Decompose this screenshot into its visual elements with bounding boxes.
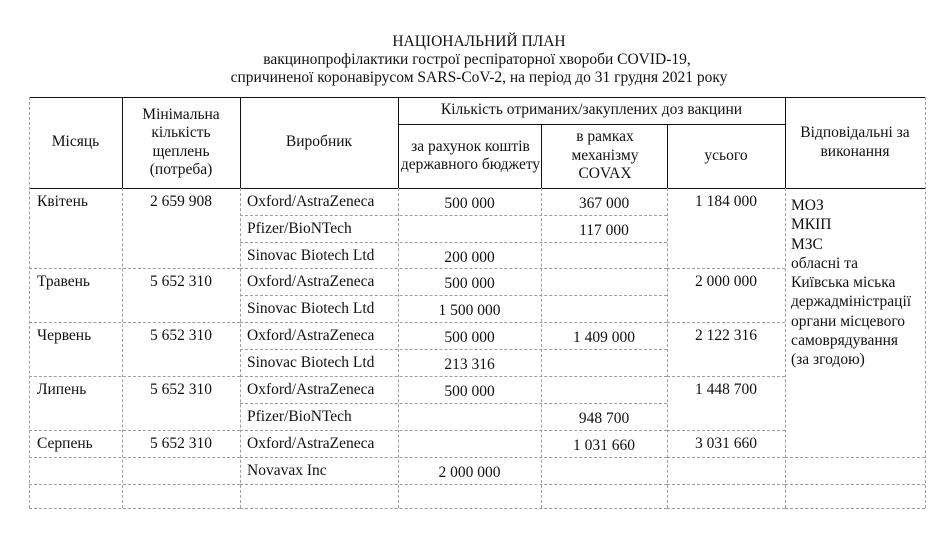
min-vaccination-count: 5 652 310 (150, 381, 212, 398)
table-border (29, 430, 240, 431)
table-border (785, 188, 786, 508)
table-border (29, 457, 240, 458)
table-border (785, 97, 786, 188)
table-border (29, 322, 240, 323)
header-month: Місяць (51, 133, 100, 151)
table-border (240, 322, 667, 323)
manufacturer: Sinovac Biotech Ltd (247, 354, 375, 371)
month-name: Травень (37, 273, 90, 290)
manufacturer: Pfizer/BioNTech (247, 220, 352, 237)
table-border (29, 508, 240, 509)
document-subtitle-line-1: вакцинопрофілактики гострої респіраторної хвороби COVID-19, (263, 51, 691, 68)
table-border (541, 124, 542, 188)
manufacturer: Novavax Inc (247, 462, 327, 479)
covax-doses: 367 000 (578, 195, 630, 212)
header-covax: в рамках механізму COVAX (571, 128, 639, 183)
total-doses: 2 122 316 (695, 327, 757, 344)
header-manufacturer: Виробник (285, 133, 353, 151)
min-vaccination-count: 2 659 908 (150, 193, 212, 210)
state-budget-doses: 500 000 (444, 383, 495, 400)
responsible-parties (791, 196, 911, 370)
manufacturer: Oxford/AstraZeneca (247, 273, 375, 290)
total-doses: 1 448 700 (695, 381, 757, 398)
document-subtitle-line-2: спричиненої коронавірусом SARS-CoV-2, на період до 31 грудня 2021 року (230, 69, 728, 86)
covax-doses: 948 700 (578, 410, 630, 427)
table-border (785, 508, 925, 509)
responsible-party: обласні та (791, 254, 859, 272)
total-doses: 1 184 000 (695, 193, 757, 210)
table-border (240, 376, 667, 377)
month-name: Липень (37, 381, 87, 398)
header-responsible: Відповідальні за виконання (800, 124, 910, 160)
table-border (29, 484, 240, 485)
manufacturer: Sinovac Biotech Ltd (247, 300, 375, 317)
table-border (29, 268, 240, 269)
table-border (667, 124, 668, 188)
table-border (398, 188, 399, 508)
state-budget-doses: 213 316 (444, 356, 495, 373)
table-border (667, 430, 785, 431)
month-name: Червень (37, 327, 92, 344)
table-border (667, 508, 785, 509)
covax-doses: 1 031 660 (573, 437, 635, 454)
table-border (667, 376, 785, 377)
header-doses-group: Кількість отриманих/закуплених доз вакцини (440, 101, 743, 119)
manufacturer: Sinovac Biotech Ltd (247, 247, 375, 264)
manufacturer: Oxford/AstraZeneca (247, 193, 375, 210)
covax-doses: 117 000 (579, 222, 629, 239)
table-border (240, 430, 667, 431)
table-border (240, 403, 667, 404)
manufacturer: Oxford/AstraZeneca (247, 435, 375, 452)
table-border (398, 124, 785, 125)
responsible-party: МОЗ (791, 197, 824, 214)
responsible-party: МКІП (791, 216, 832, 234)
state-budget-doses: 500 000 (444, 195, 495, 212)
table-border (398, 97, 399, 188)
table-border (29, 97, 30, 508)
state-budget-doses: 2 000 000 (438, 464, 501, 481)
table-border (240, 188, 241, 508)
table-border (29, 97, 925, 98)
table-border (240, 457, 667, 458)
table-border (667, 484, 785, 485)
responsible-party: Київська міська (791, 274, 896, 292)
responsible-party: держадміністрації (791, 293, 912, 311)
table-border (667, 268, 785, 269)
table-border (122, 188, 123, 508)
state-budget-doses: 500 000 (444, 329, 495, 346)
state-budget-doses: 1 500 000 (438, 302, 501, 319)
total-doses: 3 031 660 (695, 435, 757, 452)
state-budget-doses: 500 000 (444, 275, 495, 292)
table-border (240, 508, 667, 509)
table-border (925, 97, 926, 508)
month-name: Квітень (37, 193, 88, 210)
table-border (240, 349, 667, 350)
responsible-party: (за згодою) (791, 351, 865, 369)
month-name: Серпень (37, 435, 93, 452)
table-border (29, 188, 925, 189)
header-total: усього (704, 146, 748, 164)
covax-doses: 1 409 000 (573, 329, 635, 346)
min-vaccination-count: 5 652 310 (150, 327, 212, 344)
responsible-party: самоврядування (791, 332, 899, 350)
state-budget-doses: 200 000 (444, 249, 495, 266)
header-min-count: Мінімальна кількість щеплень (потреба) (142, 105, 220, 178)
table-border (122, 97, 123, 188)
total-doses: 2 000 000 (695, 273, 757, 290)
table-border (240, 97, 241, 188)
table-border (785, 484, 925, 485)
table-border (667, 457, 785, 458)
header-state-budget: за рахунок коштів державного бюджету (400, 137, 541, 173)
manufacturer: Pfizer/BioNTech (247, 408, 352, 425)
min-vaccination-count: 5 652 310 (150, 435, 212, 452)
table-border (667, 322, 785, 323)
manufacturer: Oxford/AstraZeneca (247, 327, 375, 344)
table-border (240, 268, 667, 269)
table-border (667, 188, 668, 508)
responsible-party: органи місцевого (791, 312, 906, 330)
table-border (785, 457, 925, 458)
table-border (240, 215, 667, 216)
table-border (29, 376, 240, 377)
manufacturer: Oxford/AstraZeneca (247, 381, 375, 398)
responsible-party: МЗС (791, 235, 823, 253)
table-border (240, 295, 667, 296)
table-border (240, 242, 667, 243)
table-border (240, 484, 667, 485)
document-title: НАЦІОНАЛЬНИЙ ПЛАН (392, 33, 566, 50)
min-vaccination-count: 5 652 310 (150, 273, 212, 290)
